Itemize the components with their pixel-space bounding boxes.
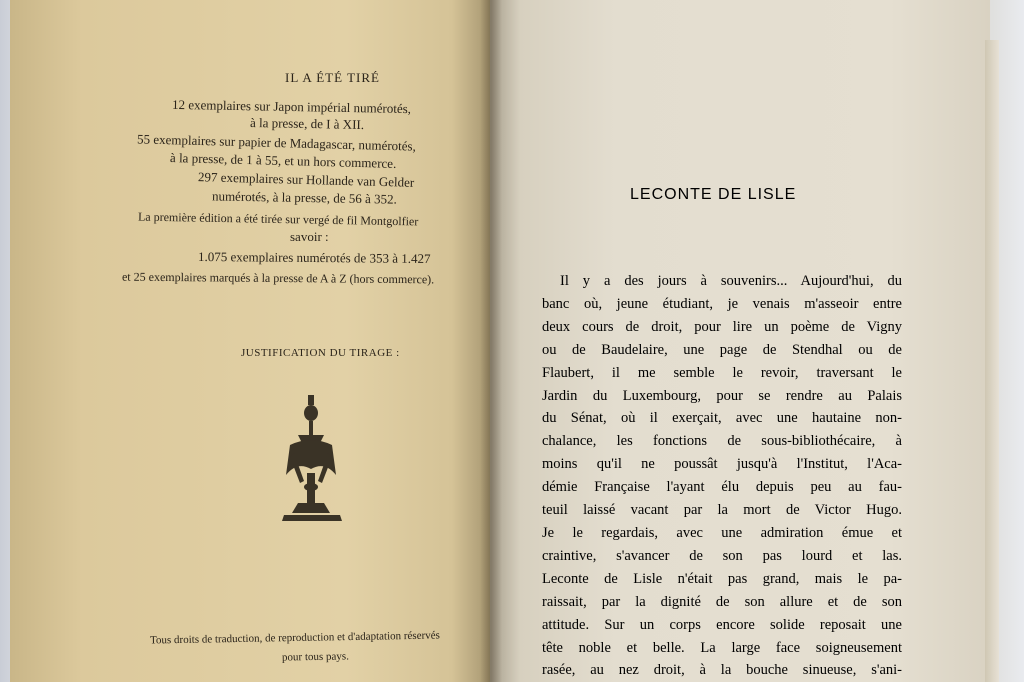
chapter-title: LECONTE DE LISLE	[630, 186, 797, 203]
rights-notice-line-1: Tous droits de traduction, de reproduction et d'adaptation réservés	[149, 629, 440, 647]
text-line: tête noble et belle. La large face soigneusement	[542, 639, 902, 656]
edition-line: 297 exemplaires sur Hollande van Gelder	[197, 169, 415, 190]
edition-line: à la presse, de 1 à 55, et un hors commerce.	[169, 150, 397, 171]
print-run-heading: IL A ÉTÉ TIRÉ	[285, 70, 380, 85]
text-line: Flaubert, il me semble le revoir, traversant le	[542, 364, 902, 381]
edition-line: 12 exemplaires sur Japon impérial numérotés,	[171, 96, 412, 117]
text-line: rasée, au nez droit, à la bouche sinueuse, s'ani-	[542, 662, 902, 679]
text-line: Leconte de Lisle n'était pas grand, mais le pa-	[542, 570, 902, 587]
text-line: chalance, les fonctions de sous-bibliothécaire, à	[542, 433, 902, 450]
text-line: démie Française l'ayant élu depuis peu au fau-	[542, 479, 902, 496]
text-line: Il y a des jours à souvenirs... Aujourd'hui, du	[560, 273, 902, 289]
text-line: teuil laissé vacant par la mort de Victor Hugo.	[542, 502, 902, 519]
book-gutter	[480, 0, 502, 682]
text-line: Jardin du Luxembourg, pour se rendre au Palais	[542, 387, 902, 404]
text-line: deux cours de droit, pour lire un poème de Vigny	[542, 318, 902, 335]
text-line: moins qu'il ne poussât jusqu'à l'Institut, l'Aca-	[542, 456, 902, 473]
edition-line: 55 exemplaires sur papier de Madagascar, numérotés,	[136, 131, 417, 154]
body-paragraph	[542, 270, 902, 682]
text-line: Je le regardais, avec une admiration émue et	[542, 524, 902, 541]
edition-line: et 25 exemplaires marqués à la presse de A à Z (hors commerce).	[121, 269, 435, 287]
printer-emblem	[280, 395, 344, 527]
text-line: ou de Baudelaire, une page de Stendhal ou de	[542, 341, 902, 358]
text-line: banc où, jeune étudiant, je venais m'asseoir entre	[542, 295, 902, 312]
edition-line: 1.075 exemplaires numérotés de 353 à 1.427	[197, 248, 431, 267]
rights-notice-line-2: pour tous pays.	[281, 650, 350, 664]
page-edges	[985, 40, 999, 682]
edition-line: à la presse, de I à XII.	[249, 115, 365, 132]
text-line: du Sénat, où il exerçait, avec une hautaine non-	[542, 410, 902, 427]
text-line: attitude. Sur un corps encore solide reposait une	[542, 616, 902, 633]
left-page	[10, 0, 490, 682]
text-line: raissait, par la dignité de son allure et de son	[542, 593, 902, 610]
edition-line: La première édition a été tirée sur vergé de fil Montgolfier	[137, 209, 419, 229]
justification-heading: JUSTIFICATION DU TIRAGE :	[241, 347, 400, 359]
text-line: craintive, s'avancer de son pas lourd et las.	[542, 547, 902, 564]
edition-line: numérotés, à la presse, de 56 à 352.	[211, 188, 397, 207]
edition-line: savoir :	[290, 229, 329, 244]
